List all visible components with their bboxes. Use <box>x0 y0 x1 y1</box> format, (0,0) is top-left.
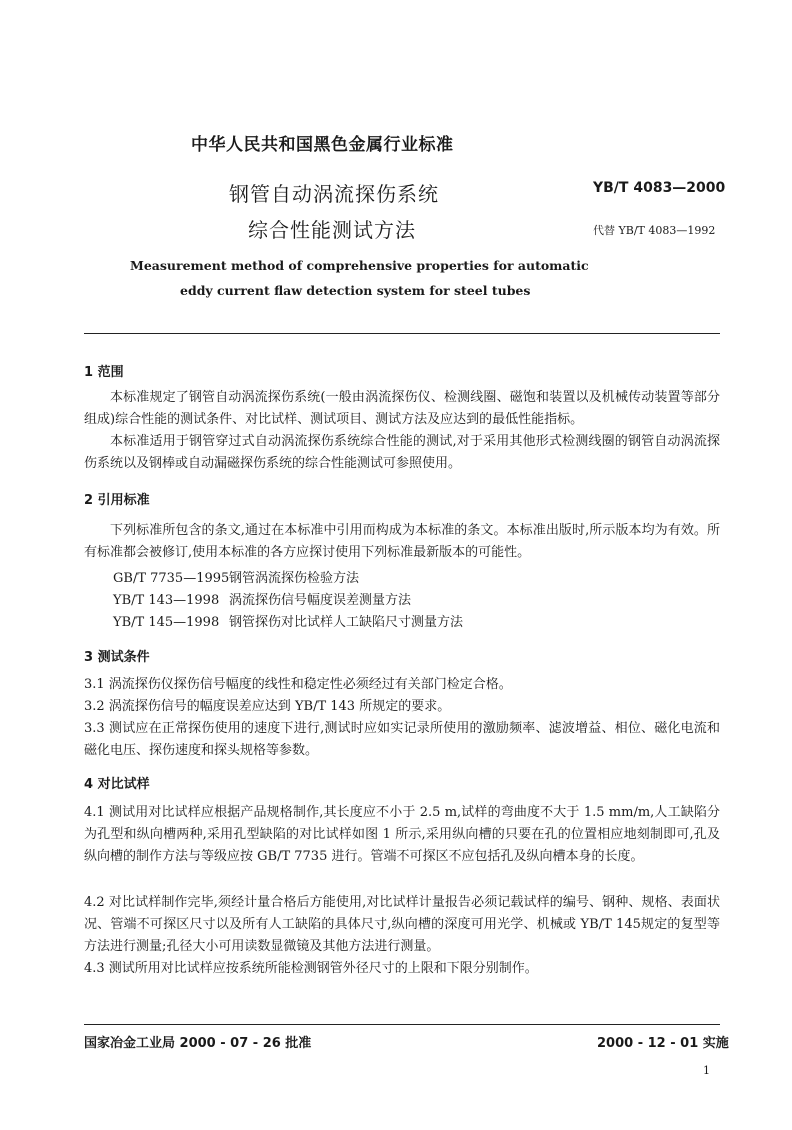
page-number: 1 <box>703 1064 710 1077</box>
reference-title: 涡流探伤信号幅度误差测量方法 <box>229 593 412 608</box>
reference-code: GB/T 7735—1995 <box>113 571 230 586</box>
footer-divider <box>84 1024 720 1025</box>
document-title-line-2: 综合性能测试方法 <box>248 218 416 242</box>
section-1-paragraph-2: 本标准适用于钢管穿过式自动涡流探伤系统综合性能的测试,对于采用其他形式检测线圈的钢管自动涡流探伤系统以及钢棒或自动漏磁探伤系统的综合性能测试可参照使用。 <box>84 434 720 471</box>
section-1-paragraph-1: 本标准规定了钢管自动涡流探伤系统(一般由涡流探伤仪、检测线圈、磁饱和装置以及机械传动装置等部分组成)综合性能的测试条件、对比试样、测试项目、测试方法及应达到的最低性能指标。 <box>84 390 720 427</box>
approval-date: 国家冶金工业局 2000 - 07 - 26 批准 <box>84 1036 312 1051</box>
industry-standard-title: 中华人民共和国黑色金属行业标准 <box>191 135 454 155</box>
section-2-paragraph-1: 下列标准所包含的条文,通过在本标准中引用而构成为本标准的条文。本标准出版时,所示版本均为有效。所有标准都会被修订,使用本标准的各方应探讨使用下列标准最新版本的可能性。 <box>84 523 720 560</box>
reference-item <box>113 567 359 586</box>
clause-3-2: 3.2 涡流探伤信号的幅度误差应达到 YB/T 143 所规定的要求。 <box>84 699 451 714</box>
clause-4-3: 4.3 测试所用对比试样应按系统所能检测钢管外径尺寸的上限和下限分别制作。 <box>84 961 538 976</box>
section-2-heading: 2 引用标准 <box>84 493 150 508</box>
clause-4-1: 4.1 测试用对比试样应根据产品规格制作,其长度应不小于 2.5 m,试样的弯曲度不大于 1.5 mm/m,人工缺陷分为孔型和纵向槽两种,采用孔型缺陷的对比试样如图 1 所示,采用纵向槽的只要在孔的位置相应地刻制即可,孔及纵向槽的制作方法与等级应按 GB/T 7735 进行。管端不可探区不应包括孔及纵向槽本身的长度。 <box>84 805 720 864</box>
reference-code: YB/T 143—1998 <box>113 593 220 608</box>
standard-number: YB/T 4083—2000 <box>593 180 726 196</box>
clause-4-2: 4.2 对比试样制作完毕,须经计量合格后方能使用,对比试样计量报告必须记载试样的编号、钢种、规格、表面状况、管端不可探区尺寸以及所有人工缺陷的具体尺寸,纵向槽的深度可用光学、机械或 YB/T 145规定的复型等方法进行测量;孔径大小可用读数显微镜及其他方法进行测量。 <box>84 895 720 954</box>
section-1-heading: 1 范围 <box>84 365 124 380</box>
replaces-standard: 代替 YB/T 4083—1992 <box>593 224 716 237</box>
reference-code: YB/T 145—1998 <box>113 615 220 630</box>
english-title-line-2: eddy current flaw detection system for steel tubes <box>180 283 531 298</box>
section-4-heading: 4 对比试样 <box>84 777 150 792</box>
header-divider <box>84 333 720 334</box>
document-title-line-1: 钢管自动涡流探伤系统 <box>229 182 439 206</box>
clause-3-1: 3.1 涡流探伤仪探伤信号幅度的线性和稳定性必须经过有关部门检定合格。 <box>84 677 512 692</box>
reference-item <box>113 589 411 608</box>
english-title-line-1: Measurement method of comprehensive properties for automatic <box>130 258 589 273</box>
reference-title: 钢管探伤对比试样人工缺陷尺寸测量方法 <box>229 615 464 630</box>
reference-title: 钢管涡流探伤检验方法 <box>229 571 360 586</box>
clause-3-3: 3.3 测试应在正常探伤使用的速度下进行,测试时应如实记录所使用的激励频率、滤波增益、相位、磁化电流和磁化电压、探伤速度和探头规格等参数。 <box>84 721 720 758</box>
implementation-date: 2000 - 12 - 01 实施 <box>597 1036 729 1051</box>
reference-item <box>113 611 463 630</box>
section-3-heading: 3 测试条件 <box>84 650 150 665</box>
